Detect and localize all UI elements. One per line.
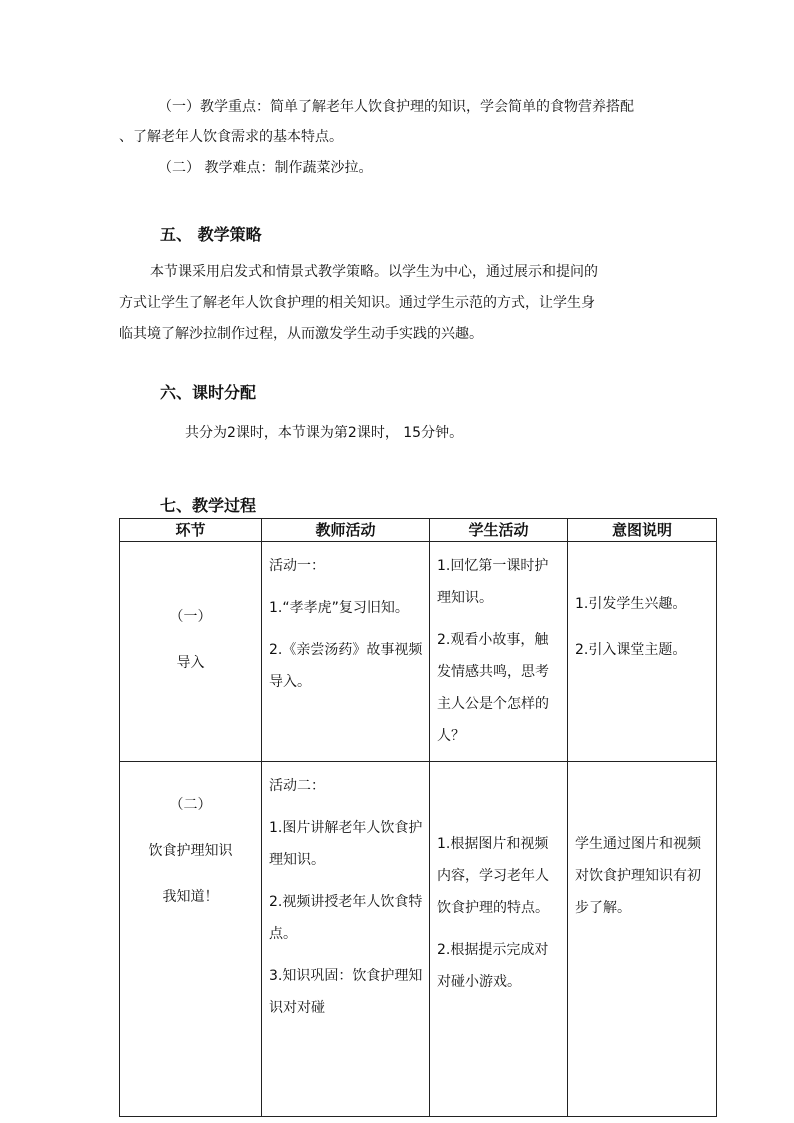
stage-cell xyxy=(120,542,262,762)
teacher-activity-cell xyxy=(262,542,430,762)
section5-line: 方式让学生了解老年人饮食护理的相关知识。通过学生示范的方式，让学生身 xyxy=(119,295,595,311)
stage-cell xyxy=(120,762,262,1117)
stage-number: （一） xyxy=(169,609,212,625)
section5-line: 临其境了解沙拉制作过程，从而激发学生动手实践的兴趣。 xyxy=(119,326,483,342)
student-activity-cell xyxy=(430,542,568,762)
intent-cell xyxy=(568,542,717,762)
teacher-activity-line: 3.知识巩固：饮食护理知识对对碰 xyxy=(269,968,423,1016)
table-row xyxy=(120,542,717,762)
student-activity-line: 2.根据提示完成对对碰小游戏。 xyxy=(437,942,549,990)
table-header-row xyxy=(120,519,717,542)
table-row xyxy=(120,762,717,1117)
intent-line: 2.引入课堂主题。 xyxy=(575,642,687,658)
teacher-activity-line: 2.视频讲授老年人饮食特点。 xyxy=(269,894,423,942)
stage-name: 饮食护理知识 xyxy=(148,843,233,859)
student-activity-line: 1.回忆第一课时护理知识。 xyxy=(437,558,549,606)
section5-heading: 五、 教学策略 xyxy=(160,225,262,244)
student-activity-line: 2.观看小故事，触发情感共鸣，思考主人公是个怎样的人？ xyxy=(437,632,549,744)
section6-text: 共分为2课时，本节课为第2课时， 15分钟。 xyxy=(185,425,464,441)
teacher-activity-line: 2.《亲尝汤药》故事视频导入。 xyxy=(269,642,423,690)
header-student: 学生活动 xyxy=(430,519,568,542)
section5-line: 本节课采用启发式和情景式教学策略。以学生为中心，通过展示和提问的 xyxy=(150,264,598,280)
focus-key-point: （一）教学重点：简单了解老年人饮食护理的知识，学会简单的食物营养搭配 xyxy=(158,99,634,115)
teacher-activity-line: 1.“孝孝虎”复习旧知。 xyxy=(269,600,409,616)
teacher-activity-line: 活动一： xyxy=(269,558,325,574)
focus-key-point-cont: 、了解老年人饮食需求的基本特点。 xyxy=(119,129,343,145)
stage-name: 导入 xyxy=(176,655,205,671)
intent-line: 1.引发学生兴趣。 xyxy=(575,596,687,612)
header-intent: 意图说明 xyxy=(568,519,717,542)
section6-heading: 六、课时分配 xyxy=(160,383,257,402)
header-stage: 环节 xyxy=(120,519,262,542)
teacher-activity-line: 1.图片讲解老年人饮食护理知识。 xyxy=(269,820,423,868)
intent-cell xyxy=(568,762,717,1117)
header-teacher: 教师活动 xyxy=(262,519,430,542)
teacher-activity-line: 活动二： xyxy=(269,778,325,794)
stage-number: （二） xyxy=(169,797,212,813)
teaching-process-table xyxy=(119,518,717,1117)
stage-name-line2: 我知道！ xyxy=(162,889,219,905)
teacher-activity-cell xyxy=(262,762,430,1117)
student-activity-cell xyxy=(430,762,568,1117)
intent-line: 学生通过图片和视频对饮食护理知识有初步了解。 xyxy=(575,836,701,916)
student-activity-line: 1.根据图片和视频内容，学习老年人饮食护理的特点。 xyxy=(437,836,549,916)
section7-heading: 七、教学过程 xyxy=(160,496,257,515)
focus-difficulty: （二） 教学难点：制作蔬菜沙拉。 xyxy=(158,160,373,176)
